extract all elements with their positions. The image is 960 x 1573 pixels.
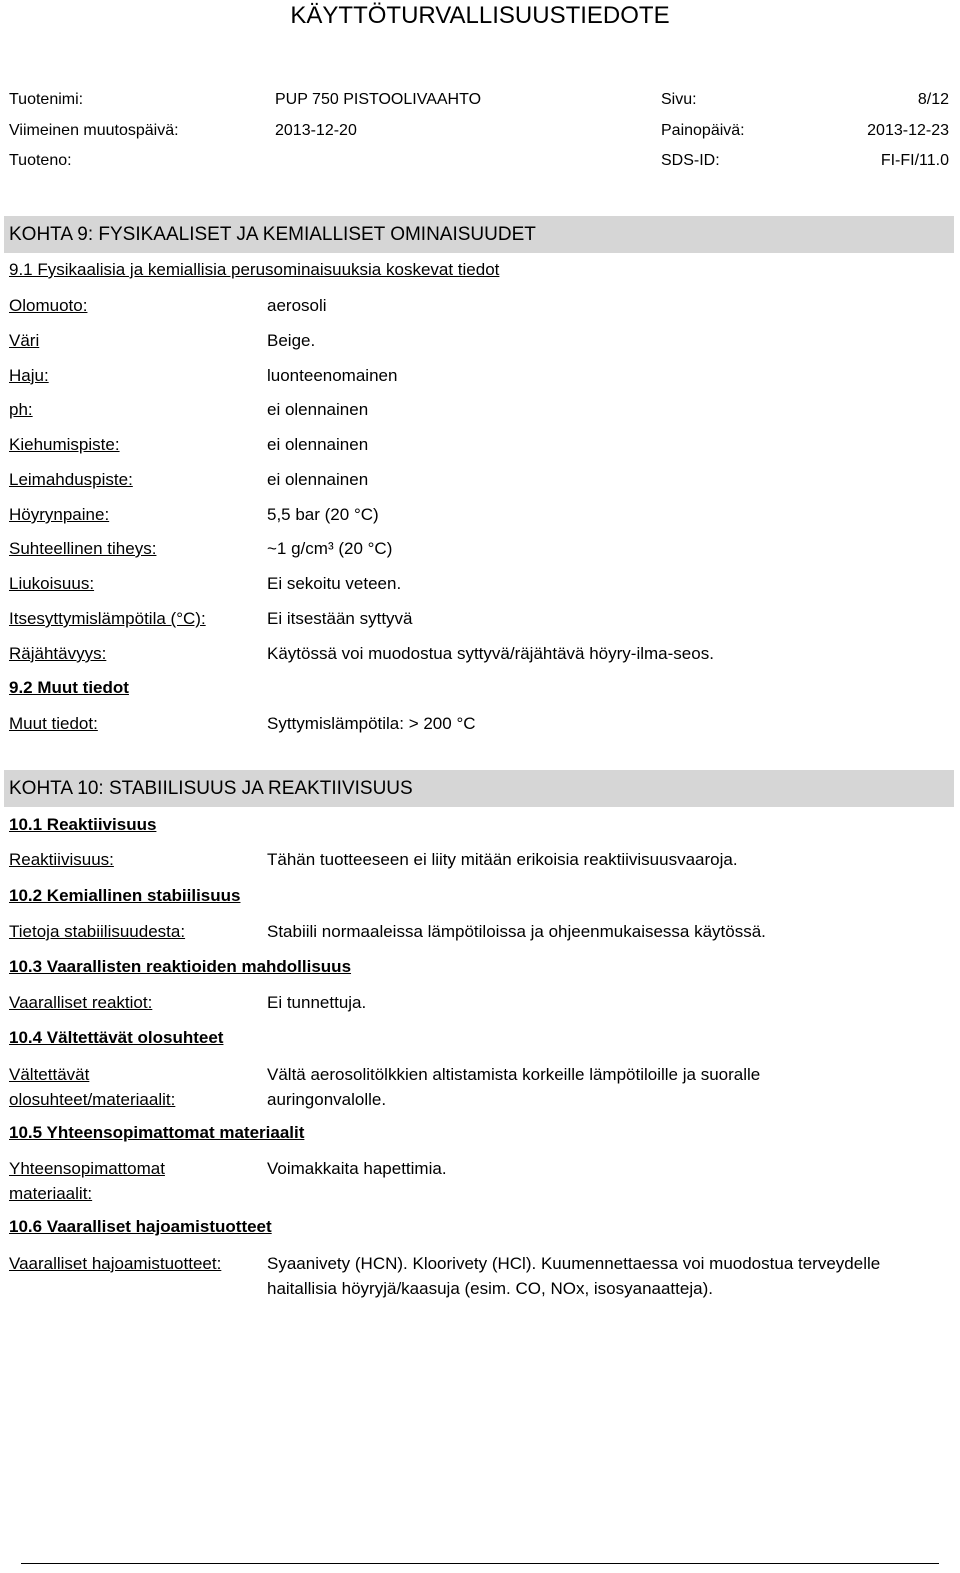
sdsid-value: FI-FI/11.0	[880, 152, 949, 169]
subsection-10-4: 10.4 Vältettävät olosuhteet	[9, 1028, 224, 1047]
row-label: Haju:	[9, 366, 49, 385]
row-value: Käytössä voi muodostua syttyvä/räjähtävä höyry-ilma-seos.	[267, 644, 714, 663]
yhteensopimattomat-label-line1: Yhteensopimattomat	[9, 1159, 165, 1178]
hajoamistuotteet-value-line1: Syaanivety (HCN). Kloorivety (HCl). Kuumennettaessa voi muodostua terveydelle	[267, 1254, 881, 1273]
document-title: KÄYTTÖTURVALLISUUSTIEDOTE	[290, 2, 670, 29]
row-value: Ei sekoitu veteen.	[267, 574, 402, 593]
subsection-10-3: 10.3 Vaarallisten reaktioiden mahdollisuus	[9, 957, 352, 976]
tuoteno-label: Tuoteno:	[9, 152, 72, 169]
tuotenimi-label: Tuotenimi:	[9, 91, 84, 108]
muutospaiva-value: 2013-12-20	[275, 122, 357, 139]
valtettavat-value-line2: auringonvalolle.	[267, 1090, 387, 1109]
row-label: Kiehumispiste:	[9, 435, 120, 454]
stabiilisuus-label: Tietoja stabiilisuudesta:	[9, 922, 186, 941]
row-value: Beige.	[267, 331, 316, 350]
row-value: Ei itsestään syttyvä	[267, 609, 413, 628]
hajoamistuotteet-label: Vaaralliset hajoamistuotteet:	[9, 1254, 222, 1273]
row-value: ei olennainen	[267, 435, 369, 454]
section-9-header	[4, 216, 954, 253]
row-value: ~1 g/cm³ (20 °C)	[267, 539, 393, 558]
painopaiva-label: Painopäivä:	[661, 122, 745, 139]
valtettavat-label-line1: Vältettävät	[9, 1065, 90, 1084]
row-label: Höyrynpaine:	[9, 505, 110, 524]
row-label: Itsesyttymislämpötila (°C):	[9, 609, 206, 628]
stabiilisuus-value: Stabiili normaaleissa lämpötiloissa ja ohjeenmukaisessa käytössä.	[267, 922, 766, 941]
row-label: Olomuoto:	[9, 296, 88, 315]
section-9-title: KOHTA 9: FYSIKAALISET JA KEMIALLISET OMINAISUUDET	[9, 224, 536, 245]
muut-tiedot-label: Muut tiedot:	[9, 714, 98, 733]
yhteensopimattomat-value: Voimakkaita hapettimia.	[267, 1159, 447, 1178]
subsection-10-1: 10.1 Reaktiivisuus	[9, 815, 157, 834]
tuotenimi-value: PUP 750 PISTOOLIVAAHTO	[275, 91, 482, 108]
hajoamistuotteet-value-line2: haitallisia höyryjä/kaasuja (esim. CO, NOx, isosyanaatteja).	[267, 1279, 713, 1298]
row-label: ph:	[9, 400, 33, 419]
sivu-label: Sivu:	[661, 91, 697, 108]
sivu-value: 8/12	[917, 91, 949, 108]
row-value: luonteenomainen	[267, 366, 398, 385]
subsection-10-6: 10.6 Vaaralliset hajoamistuotteet	[9, 1217, 272, 1236]
section-10-title: KOHTA 10: STABIILISUUS JA REAKTIIVISUUS	[9, 778, 413, 799]
section-10-header	[4, 770, 954, 807]
yhteensopimattomat-label-line2: materiaalit:	[9, 1184, 93, 1203]
muut-tiedot-value: Syttymislämpötila: > 200 °C	[267, 714, 476, 733]
sdsid-label: SDS-ID:	[661, 152, 720, 169]
row-value: aerosoli	[267, 296, 327, 315]
row-label: Räjähtävyys:	[9, 644, 107, 663]
subsection-9-2: 9.2 Muut tiedot	[9, 678, 129, 697]
subsection-10-2: 10.2 Kemiallinen stabiilisuus	[9, 886, 241, 905]
painopaiva-value: 2013-12-23	[867, 122, 949, 139]
row-value: ei olennainen	[267, 400, 369, 419]
subsection-10-5: 10.5 Yhteensopimattomat materiaalit	[9, 1123, 305, 1142]
row-label: Liukoisuus:	[9, 574, 95, 593]
subsection-9-1: 9.1 Fysikaalisia ja kemiallisia perusominaisuuksia koskevat tiedot	[9, 260, 500, 279]
reaktiivisuus-label: Reaktiivisuus:	[9, 850, 114, 869]
row-label: Suhteellinen tiheys:	[9, 539, 157, 558]
row-value: ei olennainen	[267, 470, 369, 489]
vaaralliset-reaktiot-label: Vaaralliset reaktiot:	[9, 993, 153, 1012]
vaaralliset-reaktiot-value: Ei tunnettuja.	[267, 993, 367, 1012]
row-value: 5,5 bar (20 °C)	[267, 505, 379, 524]
row-label: Väri	[9, 331, 40, 350]
valtettavat-label-line2: olosuhteet/materiaalit:	[9, 1090, 176, 1109]
reaktiivisuus-value: Tähän tuotteeseen ei liity mitään erikoisia reaktiivisuusvaaroja.	[267, 850, 738, 869]
valtettavat-value-line1: Vältä aerosolitölkkien altistamista korkeille lämpötiloille ja suoralle	[267, 1065, 761, 1084]
muutospaiva-label: Viimeinen muutospäivä:	[9, 122, 179, 139]
footer-divider	[21, 1563, 939, 1564]
row-label: Leimahduspiste:	[9, 470, 133, 489]
